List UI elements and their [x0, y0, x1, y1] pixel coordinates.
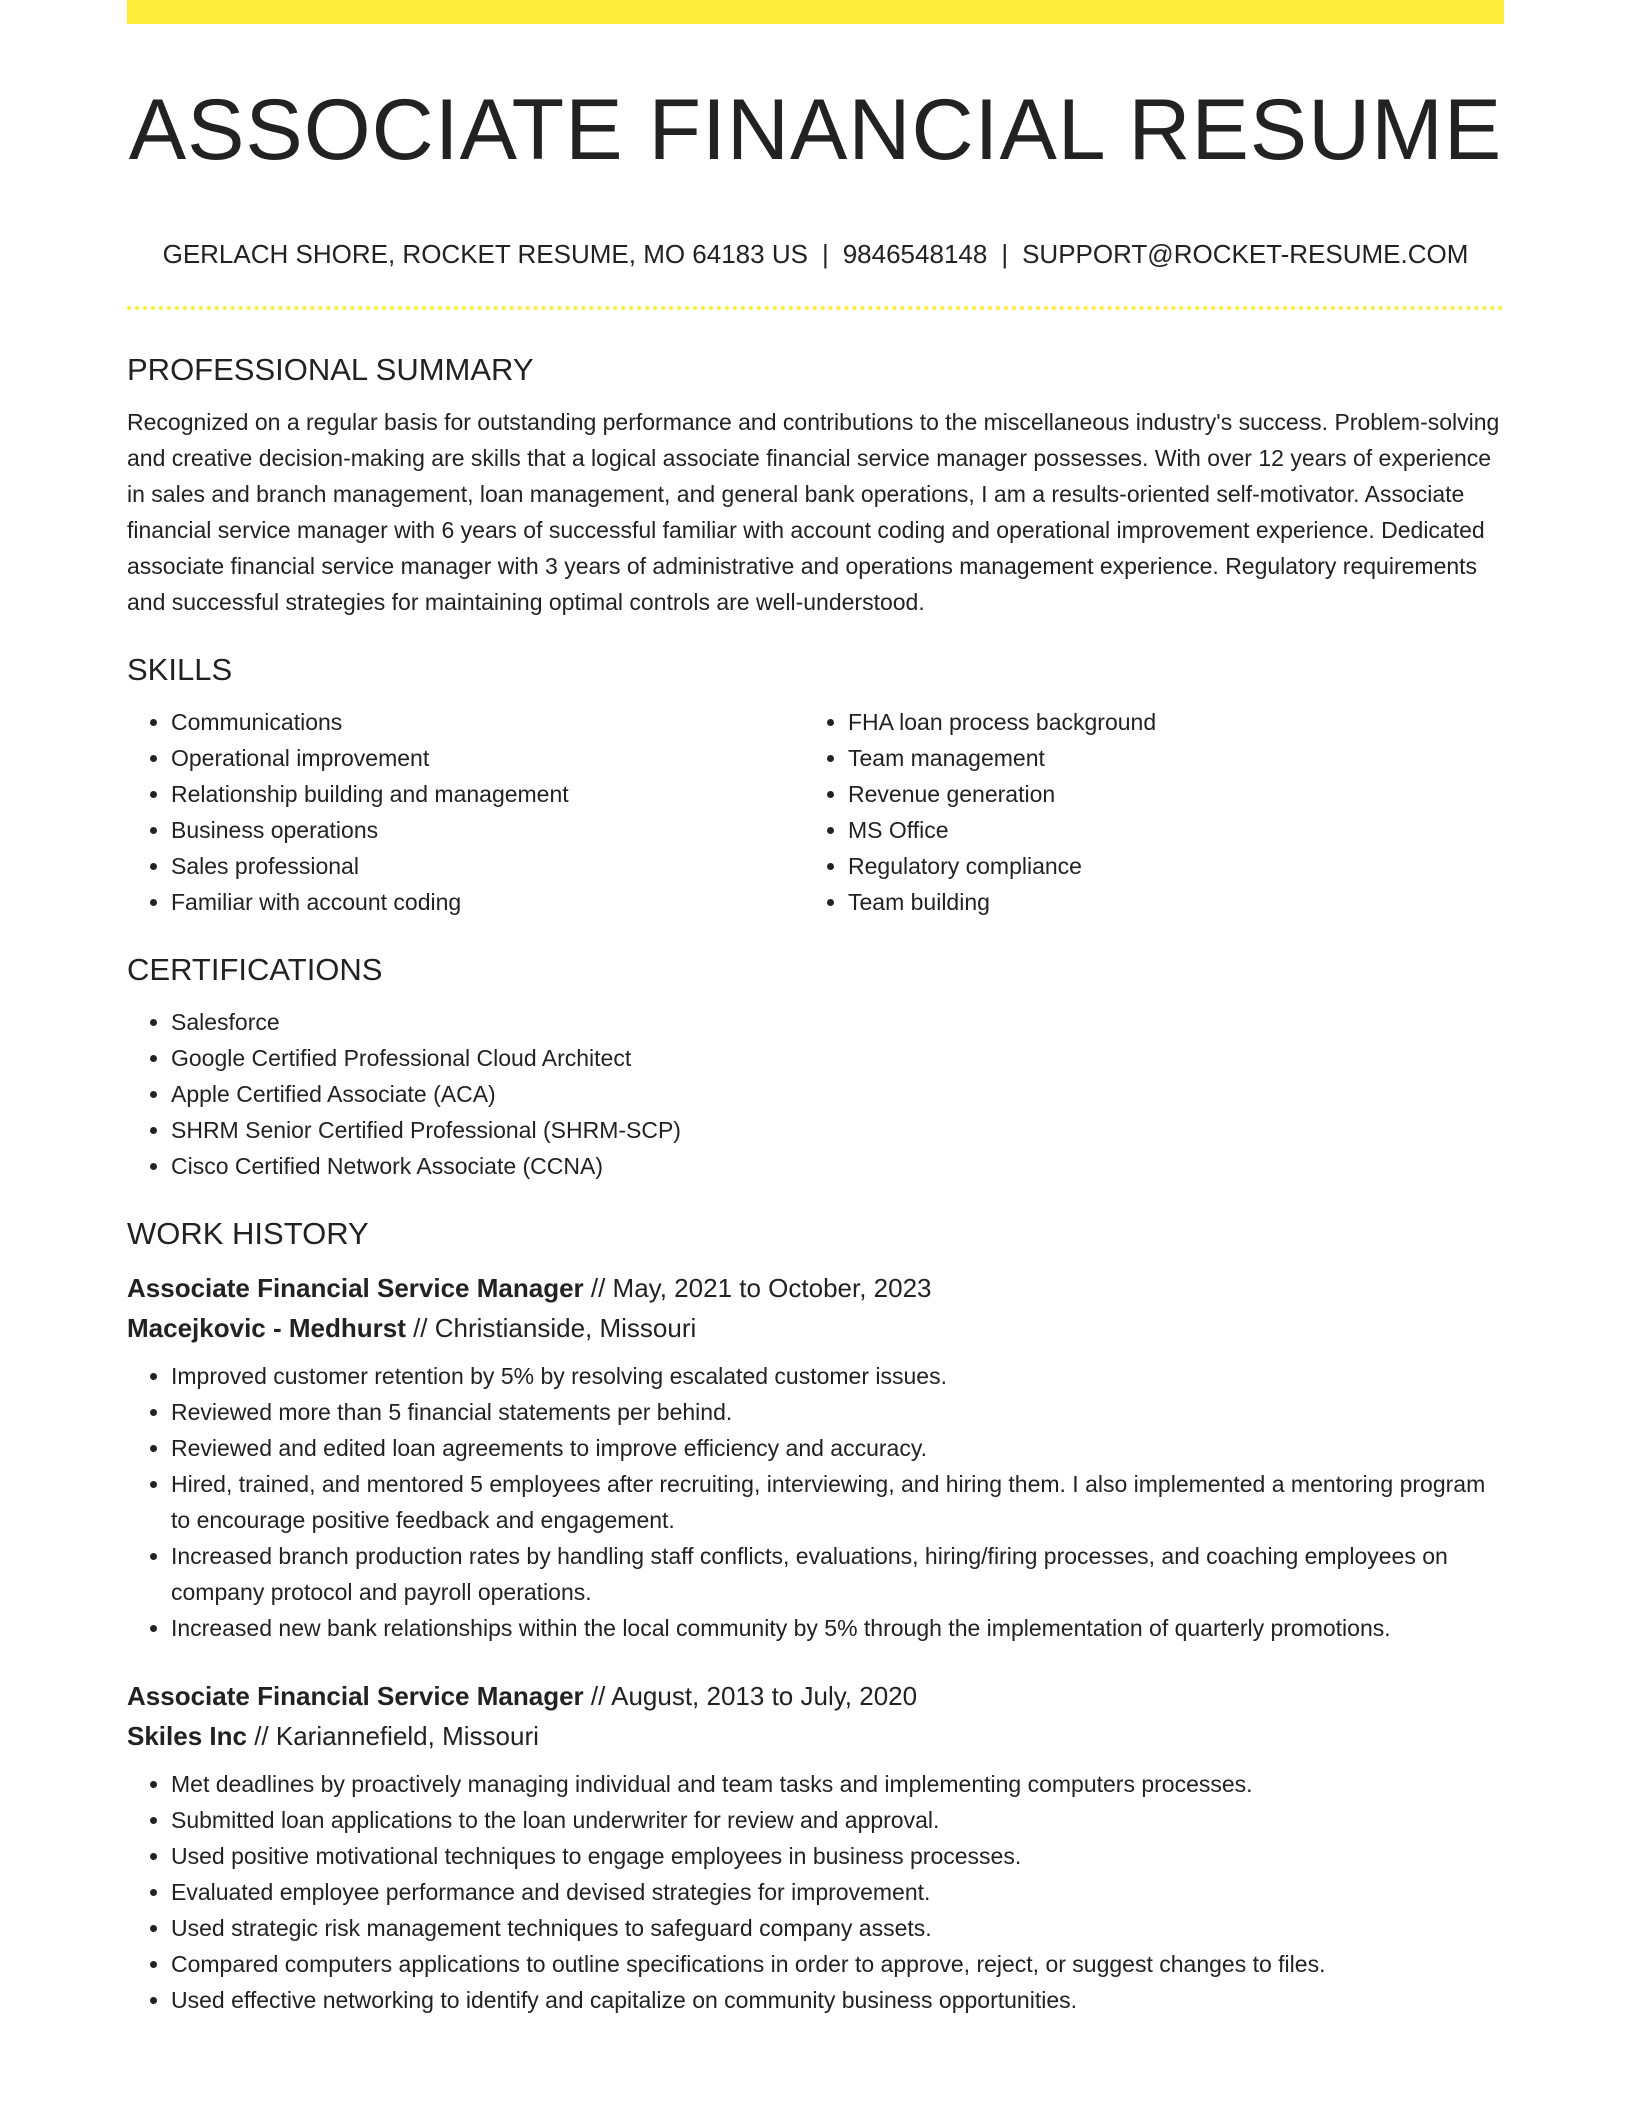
skills-columns: [127, 704, 1504, 920]
job-role: Associate Financial Service Manager: [127, 1273, 584, 1303]
job-bullet: • Used effective networking to identify and capitalize on community business opportunities.: [171, 1982, 1504, 2018]
skill-item: • Operational improvement: [171, 740, 804, 776]
job-bullets: [127, 1358, 1504, 1646]
skill-item: • Team management: [848, 740, 1481, 776]
job-entry: [127, 1676, 1504, 2018]
job-title-line: [127, 1268, 1504, 1308]
skills-heading: SKILLS: [127, 652, 233, 687]
contact-email: SUPPORT@ROCKET-RESUME.COM: [1022, 239, 1469, 269]
certification-item: • Cisco Certified Network Associate (CCNA): [171, 1148, 1504, 1184]
skill-item: • Communications: [171, 704, 804, 740]
skill-item: • MS Office: [848, 812, 1481, 848]
job-bullet: • Increased new bank relationships within the local community by 5% through the implementation of quarterly promotions.: [171, 1610, 1504, 1646]
certifications-section: [127, 950, 1504, 1184]
job-role: Associate Financial Service Manager: [127, 1681, 584, 1711]
skill-item: • Team building: [848, 884, 1481, 920]
job-company: Macejkovic - Medhurst: [127, 1313, 406, 1343]
summary-text: Recognized on a regular basis for outstanding performance and contributions to the miscellaneous industry's success. Problem-solving and creative decision-making are skills that a logical associate financial service manager possesses. With over 12 years of experience in sales and branch management, loan management, and general bank operations, I am a results-oriented self-motivator. Associate financial service manager with 6 years of successful familiar with account coding and operational improvement experience. Dedicated associate financial service manager with 3 years of administrative and operations management experience. Regulatory requirements and successful strategies for maintaining optimal controls are well-understood.: [127, 409, 1500, 615]
certification-item: • SHRM Senior Certified Professional (SHRM-SCP): [171, 1112, 1504, 1148]
contact-separator: |: [1001, 239, 1009, 269]
top-accent-bar: [127, 0, 1504, 24]
job-bullet: • Reviewed and edited loan agreements to improve efficiency and accuracy.: [171, 1430, 1504, 1466]
job-bullet: • Improved customer retention by 5% by resolving escalated customer issues.: [171, 1358, 1504, 1394]
certifications-list: [127, 1004, 1504, 1184]
job-company-line: [127, 1308, 1504, 1348]
job-bullet: • Hired, trained, and mentored 5 employees after recruiting, interviewing, and hiring them. I also implemented a mentoring program to encourage positive feedback and engagement.: [171, 1466, 1504, 1538]
contact-separator: |: [821, 239, 829, 269]
skill-item: • Revenue generation: [848, 776, 1481, 812]
certification-item: • Apple Certified Associate (ACA): [171, 1076, 1504, 1112]
skills-list-left: [127, 704, 804, 920]
skill-item: • Relationship building and management: [171, 776, 804, 812]
job-bullet: • Used positive motivational techniques to engage employees in business processes.: [171, 1838, 1504, 1874]
summary-section: [127, 350, 1504, 620]
resume-title: ASSOCIATE FINANCIAL RESUME: [128, 82, 1503, 178]
certification-item: • Salesforce: [171, 1004, 1504, 1040]
skill-item: • Sales professional: [171, 848, 804, 884]
contact-line: [127, 236, 1504, 272]
job-bullet: • Submitted loan applications to the loan underwriter for review and approval.: [171, 1802, 1504, 1838]
job-location: // Christianside, Missouri: [405, 1313, 697, 1343]
job-title-line: [127, 1676, 1504, 1716]
job-company: Skiles Inc: [127, 1721, 247, 1751]
contact-address: GERLACH SHORE, ROCKET RESUME, MO 64183 US: [162, 239, 808, 269]
job-location: // Kariannefield, Missouri: [246, 1721, 539, 1751]
header-divider: [127, 306, 1504, 310]
resume-content: [127, 350, 1504, 2048]
job-entry: [127, 1268, 1504, 1646]
job-bullet: • Met deadlines by proactively managing individual and team tasks and implementing computers processes.: [171, 1766, 1504, 1802]
job-dates: // May, 2021 to October, 2023: [583, 1273, 932, 1303]
skill-item: • Business operations: [171, 812, 804, 848]
job-bullet: • Increased branch production rates by handling staff conflicts, evaluations, hiring/firing processes, and coaching employees on company protocol and payroll operations.: [171, 1538, 1504, 1610]
skill-item: • FHA loan process background: [848, 704, 1481, 740]
work-history-section: [127, 1214, 1504, 2018]
skill-item: • Familiar with account coding: [171, 884, 804, 920]
contact-phone: 9846548148: [842, 239, 988, 269]
job-bullet: • Reviewed more than 5 financial statements per behind.: [171, 1394, 1504, 1430]
job-bullet: • Compared computers applications to outline specifications in order to approve, reject, or suggest changes to files.: [171, 1946, 1504, 1982]
job-dates: // August, 2013 to July, 2020: [583, 1681, 918, 1711]
skills-section: [127, 650, 1504, 920]
work-history-heading: WORK HISTORY: [127, 1216, 369, 1251]
job-company-line: [127, 1716, 1504, 1756]
certifications-heading: CERTIFICATIONS: [127, 952, 383, 987]
certification-item: • Google Certified Professional Cloud Architect: [171, 1040, 1504, 1076]
job-bullet: • Used strategic risk management techniques to safeguard company assets.: [171, 1910, 1504, 1946]
summary-heading: PROFESSIONAL SUMMARY: [127, 352, 534, 387]
job-bullet: • Evaluated employee performance and devised strategies for improvement.: [171, 1874, 1504, 1910]
job-bullets: [127, 1766, 1504, 2018]
skill-item: • Regulatory compliance: [848, 848, 1481, 884]
skills-list-right: [804, 704, 1481, 920]
